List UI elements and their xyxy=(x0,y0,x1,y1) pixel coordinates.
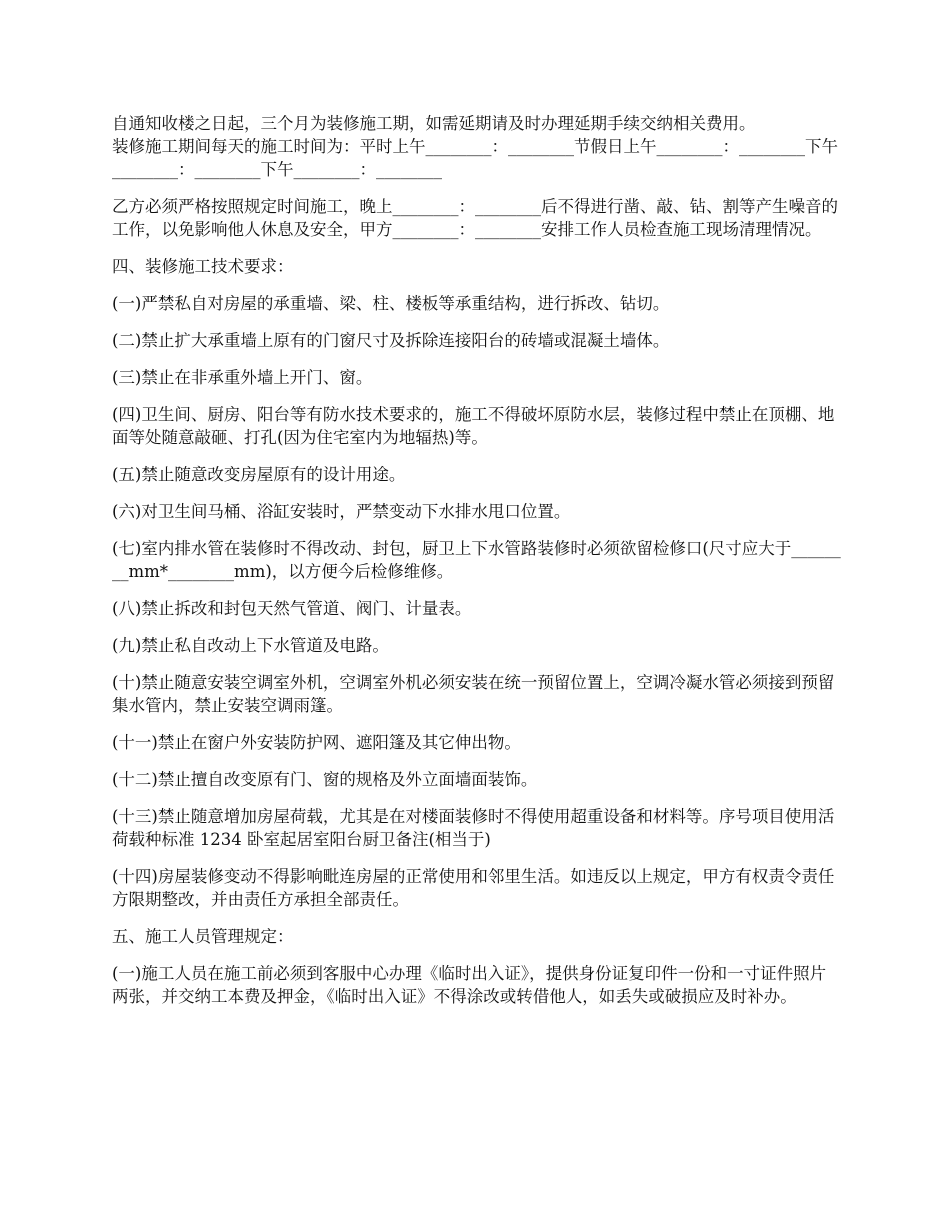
paragraph-working-hours: 装修施工期间每天的施工时间为：平时上午________：________节假日上午________：________下午________：________下午________：________ xyxy=(112,137,838,179)
rule-item-4: (四)卫生间、厨房、阳台等有防水技术要求的，施工不得破坏原防水层，装修过程中禁止在顶棚、地面等处随意敲砸、打孔(因为住宅室内为地辐热)等。 xyxy=(112,405,835,447)
rule-item-1: (一)严禁私自对房屋的承重墙、梁、柱、楼板等承重结构，进行拆改、钻切。 xyxy=(112,294,670,313)
paragraph-decoration-period: 自通知收楼之日起，三个月为装修施工期，如需延期请及时办理延期手续交纳相关费用。 xyxy=(112,114,756,133)
rule-item-6: (六)对卫生间马桶、浴缸安装时，严禁变动下水排水甩口位置。 xyxy=(112,502,571,521)
document-page xyxy=(112,112,842,1022)
rule-item-12: (十二)禁止擅自改变原有门、窗的规格及外立面墙面装饰。 xyxy=(112,770,538,789)
rule-item-11: (十一)禁止在窗户外安装防护网、遮阳篷及其它伸出物。 xyxy=(112,733,521,752)
rule-item-8: (八)禁止拆改和封包天然气管道、阀门、计量表。 xyxy=(112,599,472,618)
rule-item-5: (五)禁止随意改变房屋原有的设计用途。 xyxy=(112,465,406,484)
rule-item-9: (九)禁止私自改动上下水管道及电路。 xyxy=(112,636,389,655)
rule-item-13: (十三)禁止随意增加房屋荷载，尤其是在对楼面装修时不得使用超重设备和材料等。序号项目使用活荷载种标准 1234 卧室起居室阳台厨卫备注(相当于) xyxy=(112,807,835,849)
paragraph-noise-rules: 乙方必须严格按照规定时间施工，晚上________：________后不得进行凿、敲、钻、割等产生噪音的工作，以免影响他人休息及安全，甲方________：________安排工作人员检查施工现场清理情况。 xyxy=(112,197,838,239)
rule-item-10: (十)禁止随意安装空调室外机，空调室外机必须安装在统一预留位置上，空调冷凝水管必须接到预留集水管内，禁止安装空调雨篷。 xyxy=(112,673,835,715)
rule-item-3: (三)禁止在非承重外墙上开门、窗。 xyxy=(112,368,373,387)
rule-item-2: (二)禁止扩大承重墙上原有的门窗尺寸及拆除连接阳台的砖墙或混凝土墙体。 xyxy=(112,331,670,350)
rule-item-7: (七)室内排水管在装修时不得改动、封包，厨卫上下水管路装修时必须欲留检修口(尺寸应大于________mm*________mm)，以方便今后检修维修。 xyxy=(112,539,841,581)
section-heading-personnel-rules: 五、施工人员管理规定： xyxy=(112,927,294,946)
rule-item-14: (十四)房屋装修变动不得影响毗连房屋的正常使用和邻里生活。如违反以上规定，甲方有权责令责任方限期整改，并由责任方承担全部责任。 xyxy=(112,867,835,909)
section-heading-technical-requirements: 四、装修施工技术要求： xyxy=(112,257,294,276)
personnel-rule-item-1: (一)施工人员在施工前必须到客服中心办理《临时出入证》，提供身份证复印件一份和一寸证件照片两张，并交纳工本费及押金，《临时出入证》不得涂改或转借他人，如丢失或破损应及时补办。 xyxy=(112,964,827,1006)
